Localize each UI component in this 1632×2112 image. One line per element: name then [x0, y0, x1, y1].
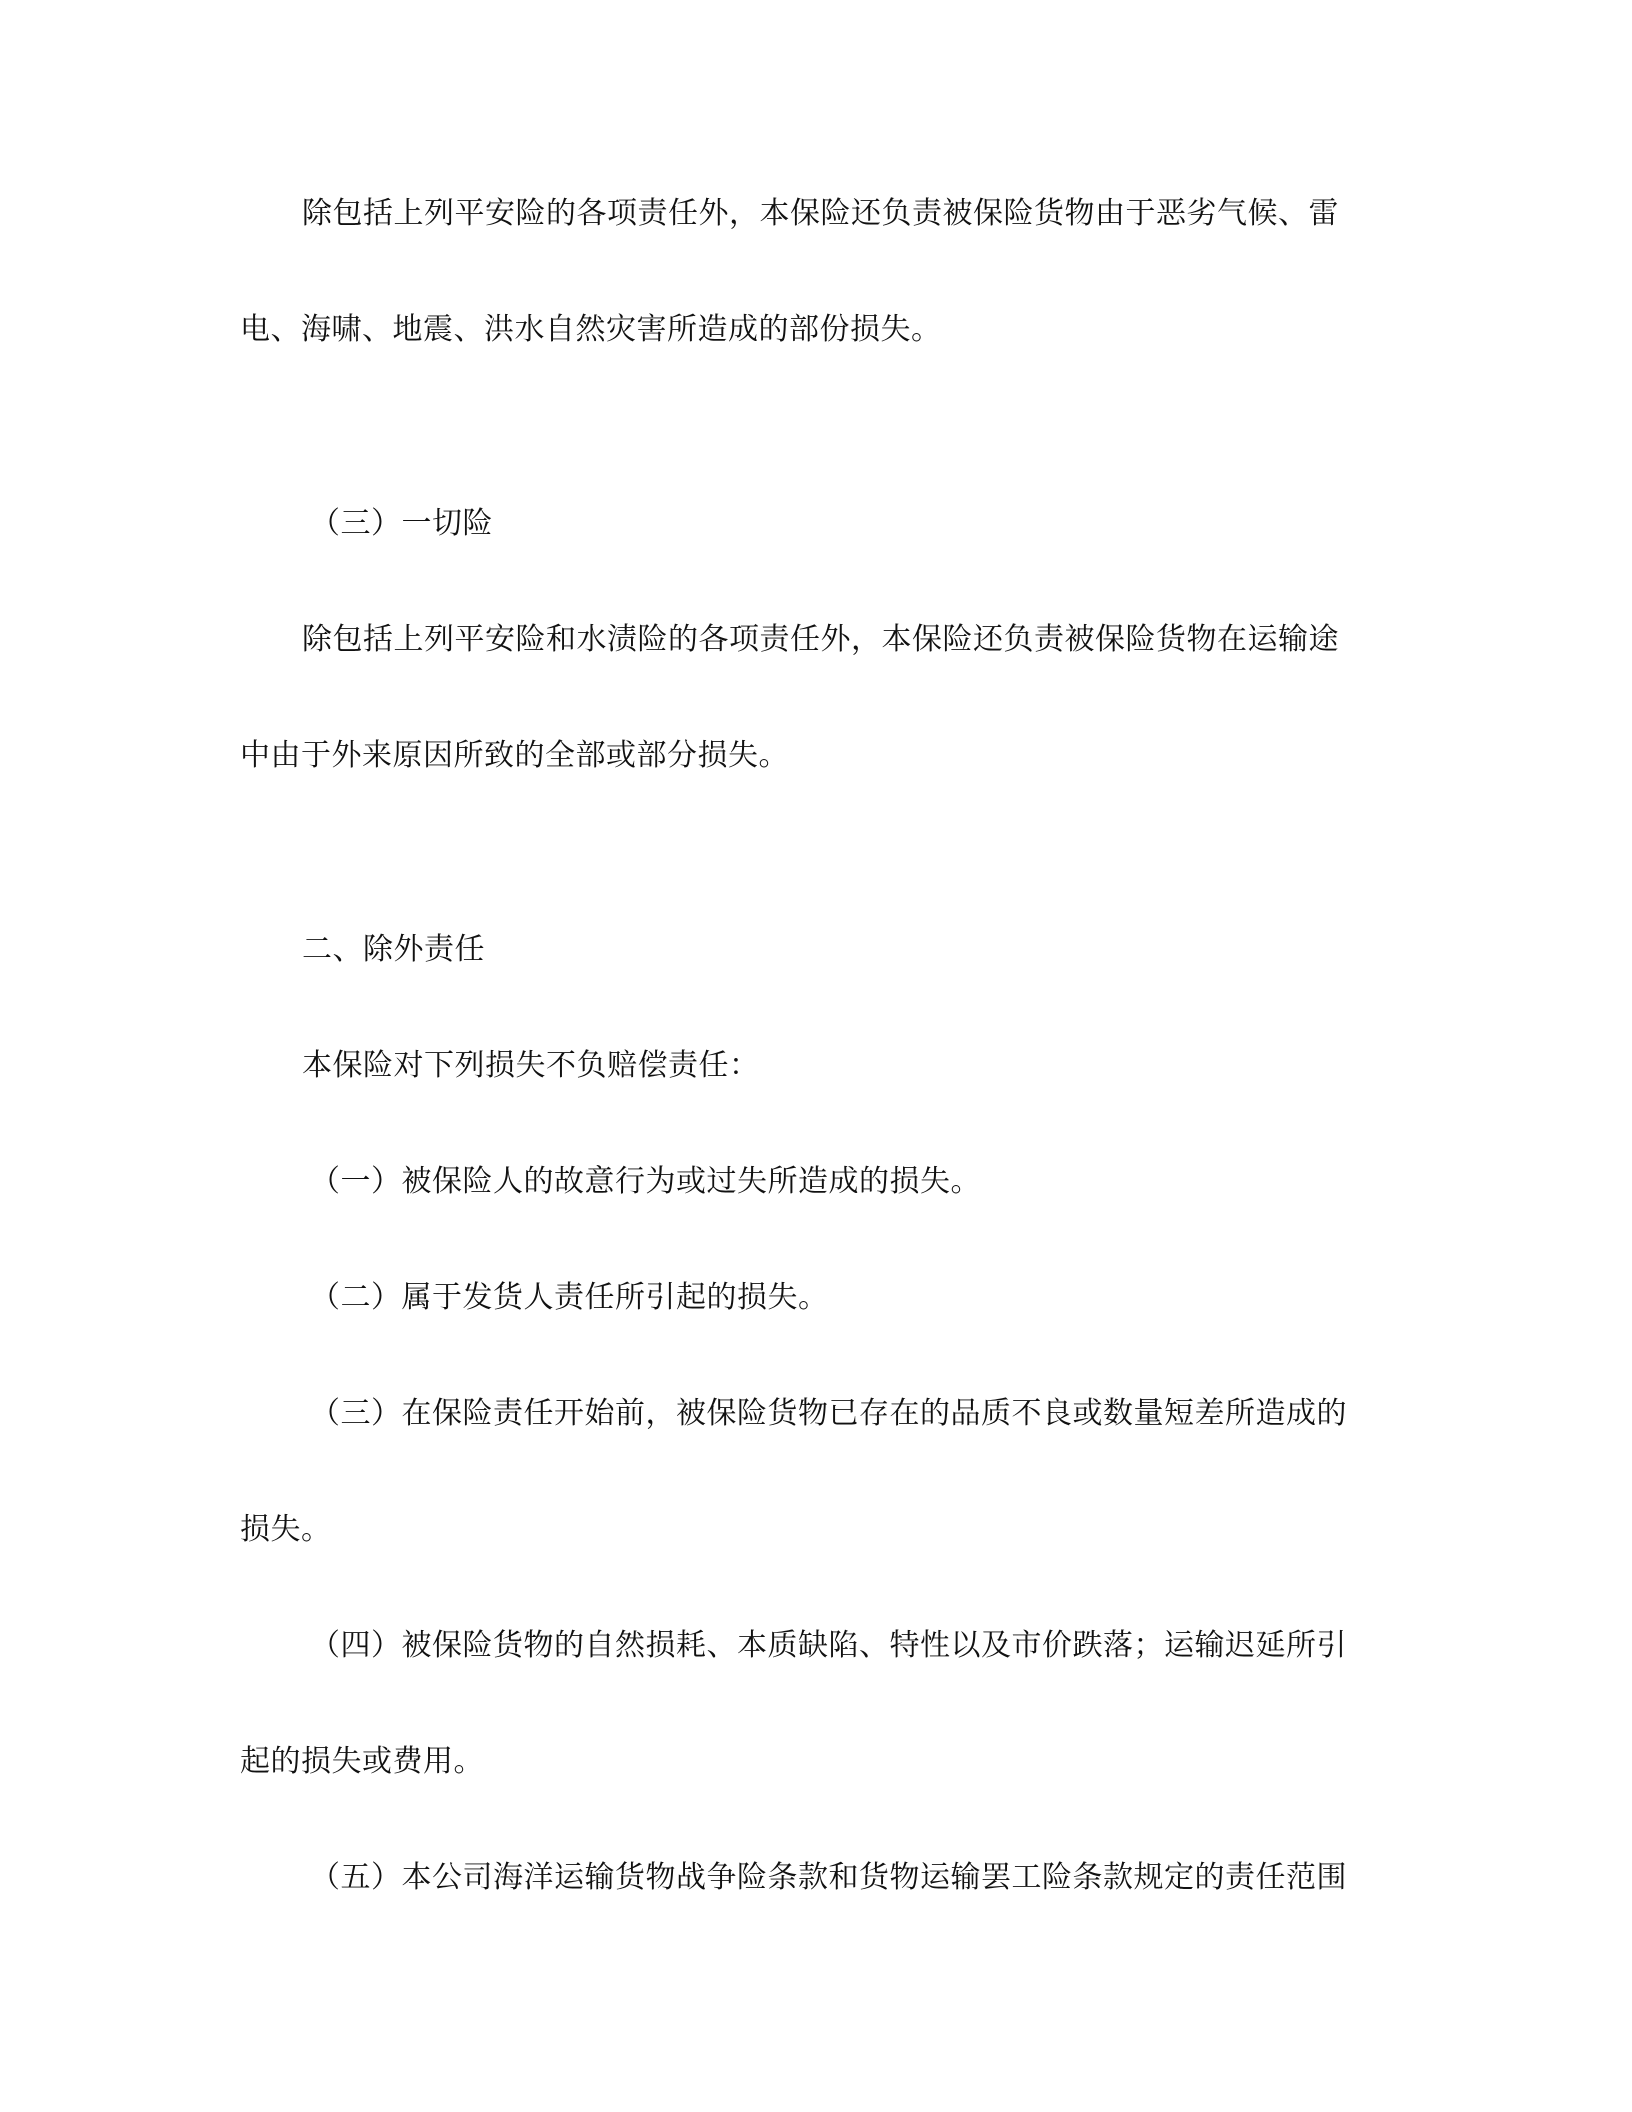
paragraph-water-damage-line-1: 除包括上列平安险的各项责任外，本保险还负责被保险货物由于恶劣气候、雷 [302, 196, 1339, 231]
paragraph-exclusions-intro: 本保险对下列损失不负赔偿责任： [302, 1048, 760, 1083]
exclusion-item-3-line-1: （三）在保险责任开始前，被保险货物已存在的品质不良或数量短差所造成的 [310, 1396, 1347, 1431]
exclusion-item-5-line-1: （五）本公司海洋运输货物战争险条款和货物运输罢工险条款规定的责任范围 [310, 1860, 1347, 1895]
exclusion-item-3-line-2: 损失。 [240, 1512, 332, 1547]
exclusion-item-4-line-2: 起的损失或费用。 [240, 1744, 484, 1779]
heading-exclusions: 二、除外责任 [302, 932, 485, 967]
paragraph-water-damage-line-2: 电、海啸、地震、洪水自然灾害所造成的部份损失。 [240, 312, 942, 347]
paragraph-all-risks-line-2: 中由于外来原因所致的全部或部分损失。 [240, 738, 789, 773]
exclusion-item-4-line-1: （四）被保险货物的自然损耗、本质缺陷、特性以及市价跌落；运输迟延所引 [310, 1628, 1347, 1663]
paragraph-all-risks-line-1: 除包括上列平安险和水渍险的各项责任外，本保险还负责被保险货物在运输途 [302, 622, 1339, 657]
exclusion-item-1: （一）被保险人的故意行为或过失所造成的损失。 [310, 1164, 981, 1199]
exclusion-item-2: （二）属于发货人责任所引起的损失。 [310, 1280, 829, 1315]
heading-all-risks: （三）一切险 [310, 506, 493, 541]
